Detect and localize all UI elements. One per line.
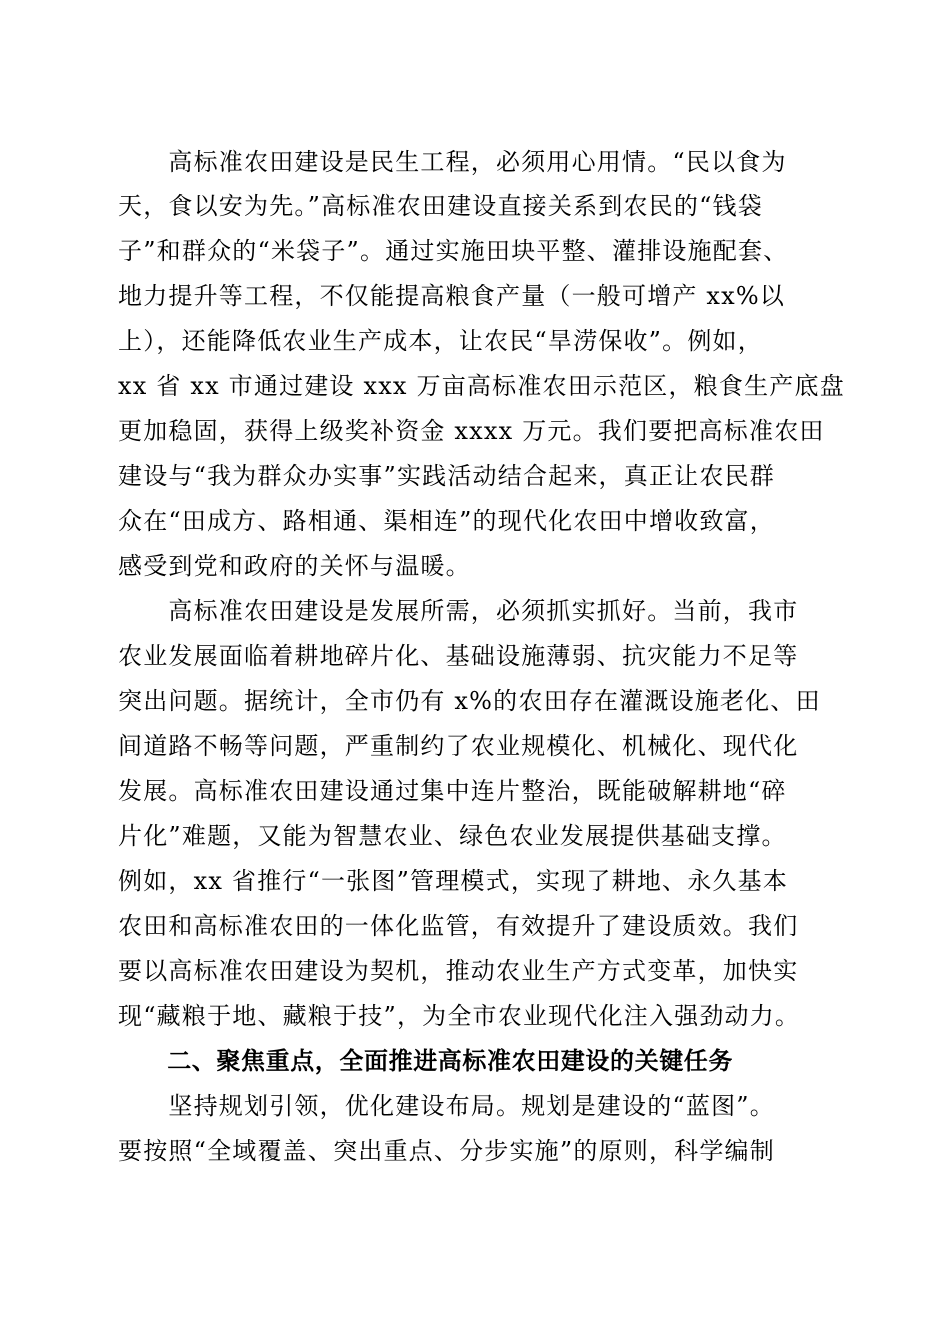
text-line: 天，食以安为先。”高标准农田建设直接关系到农民的“钱袋 (118, 192, 763, 220)
text-line: 农田和高标准农田的一体化监管，有效提升了建设质效。我们 (118, 912, 799, 940)
text-line: 发展。高标准农田建设通过集中连片整治，既能破解耕地“碎 (118, 777, 787, 805)
text-line: 高标准农田建设是民生工程，必须用心用情。“民以食为 (118, 148, 787, 176)
text-line: 农业发展面临着耕地碎片化、基础设施薄弱、抗灾能力不足等 (118, 642, 799, 670)
text-line: xx 省 xx 市通过建设 xxx 万亩高标准农田示范区，粮食生产底盘 (118, 372, 845, 400)
text-line: 要以高标准农田建设为契机，推动农业生产方式变革，加快实 (118, 957, 799, 985)
text-line: 众在“田成方、路相通、渠相连”的现代化农田中增收致富， (118, 507, 775, 535)
text-line: 子”和群众的“米袋子”。通过实施田块平整、灌排设施配套、 (118, 237, 789, 265)
text-line: 要按照“全域覆盖、突出重点、分步实施”的原则，科学编制 (118, 1137, 775, 1165)
text-line: 现“藏粮于地、藏粮于技”，为全市农业现代化注入强劲动力。 (118, 1002, 801, 1030)
section-heading: 二、聚焦重点，全面推进高标准农田建设的关键任务 (118, 1047, 733, 1075)
text-line: 更加稳固，获得上级奖补资金 xxxx 万元。我们要把高标准农田 (118, 417, 825, 445)
text-line: 上），还能降低农业生产成本，让农民“旱涝保收”。例如， (118, 327, 763, 355)
text-line: 坚持规划引领，优化建设布局。规划是建设的“蓝图”。 (118, 1092, 775, 1120)
text-line: 建设与“我为群众办实事”实践活动结合起来，真正让农民群 (118, 462, 775, 490)
text-line: 高标准农田建设是发展所需，必须抓实抓好。当前，我市 (118, 597, 799, 625)
text-line: 地力提升等工程，不仅能提高粮食产量（一般可增产 xx%以 (118, 282, 786, 310)
text-line: 例如，xx 省推行“一张图”管理模式，实现了耕地、永久基本 (118, 867, 789, 895)
text-line: 感受到党和政府的关怀与温暖。 (118, 552, 471, 580)
text-line: 突出问题。据统计，全市仍有 x%的农田存在灌溉设施老化、田 (118, 687, 821, 715)
text-line: 间道路不畅等问题，严重制约了农业规模化、机械化、现代化 (118, 732, 799, 760)
text-line: 片化”难题，又能为智慧农业、绿色农业发展提供基础支撑。 (118, 822, 787, 850)
